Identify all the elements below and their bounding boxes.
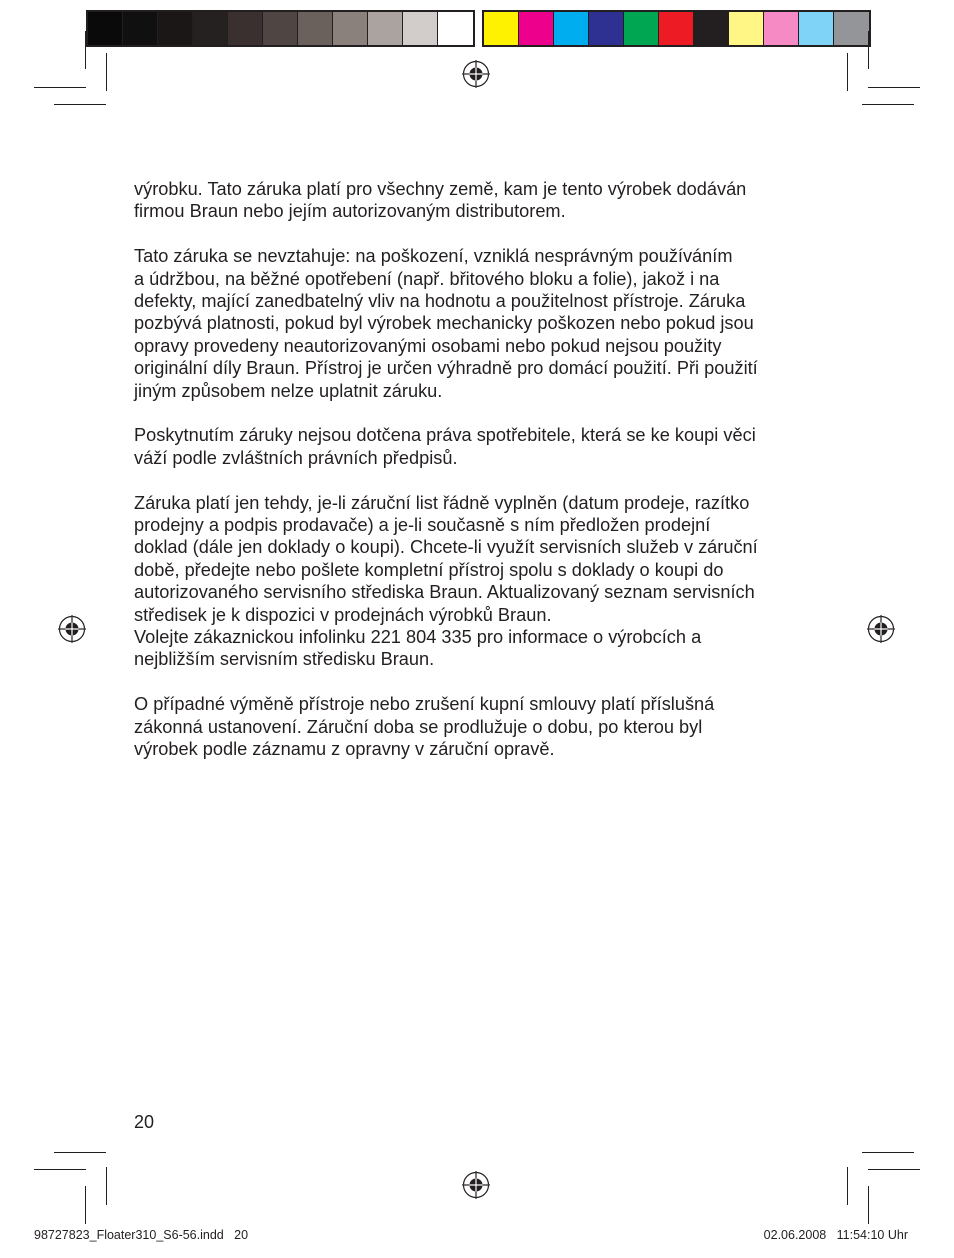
color-swatch [403, 12, 438, 45]
color-swatch [158, 12, 193, 45]
color-swatch [519, 12, 554, 45]
text-line: výrobku. Tato záruka platí pro všechny země, kam je tento výrobek dodáván [134, 179, 747, 199]
registration-crosshair-icon [461, 1170, 491, 1200]
text-line: defekty, mající zanedbatelný vliv na hodnotu a použitelnost přístroje. Záruka [134, 291, 746, 312]
crop-mark-top-left-v [85, 31, 86, 69]
text-line: Poskytnutím záruky nejsou dotčena práva spotřebitele, která se ke koupi věci [134, 425, 756, 446]
crop-mark-top-right-h [868, 87, 920, 88]
crop-mark-bottom-right-v [847, 1167, 848, 1205]
paragraph-replacement [134, 693, 834, 760]
text-line: prodejny a podpis prodavače) a je-li současně s ním předložen prodejní [134, 515, 711, 536]
registration-crosshair-icon [866, 614, 896, 644]
print-slug-filename: 98727823_Floater310_S6-56.indd 20 [34, 1228, 249, 1242]
crop-mark-bottom-left-v [106, 1167, 107, 1205]
crop-mark-top-left-h [34, 87, 86, 88]
crop-mark-bottom-left-v2 [85, 1186, 86, 1224]
text-line: originální díly Braun. Přístroj je určen výhradně pro domácí použití. Při použití [134, 358, 758, 379]
color-swatch [659, 12, 694, 45]
text-line: opravy provedeny neautorizovanými osobami nebo pokud nejsou použity [134, 335, 722, 356]
text-line: autorizovaného servisního střediska Braun. Aktualizovaný seznam servisních [134, 582, 755, 603]
crop-mark-top-left-v2 [106, 53, 107, 91]
color-swatch [729, 12, 764, 45]
grayscale-color-bar [86, 10, 475, 47]
crop-mark-bottom-left-h [54, 1152, 106, 1153]
paragraph-warranty-scope [134, 178, 834, 223]
color-swatch [88, 12, 123, 45]
color-swatch [123, 12, 158, 45]
color-swatch [589, 12, 624, 45]
color-swatch [764, 12, 799, 45]
crop-mark-top-right-v2 [847, 53, 848, 91]
color-swatch [333, 12, 368, 45]
paragraph-warranty-validity [134, 492, 834, 671]
paragraph-warranty-exclusions [134, 245, 834, 402]
page-number: 20 [134, 1112, 155, 1132]
text-line: O případné výměně přístroje nebo zrušení kupní smlouvy platí příslušná [134, 694, 715, 715]
color-swatch [263, 12, 298, 45]
text-line: pozbývá platnosti, pokud byl výrobek mechanicky poškozen nebo pokud jsou [134, 313, 754, 334]
text-line: Záruka platí jen tehdy, je-li záruční list řádně vyplněn (datum prodeje, razítko [134, 492, 750, 513]
text-line: váží podle zvláštních právních předpisů. [134, 447, 458, 468]
paragraph-consumer-rights [134, 424, 834, 469]
color-swatch [368, 12, 403, 45]
text-line: zákonná ustanovení. Záruční doba se prodlužuje o dobu, po kterou byl [134, 716, 703, 737]
text-line: Tato záruka se nevztahuje: na poškození, vzniklá nesprávným používáním [134, 246, 733, 267]
color-swatch [484, 12, 519, 45]
color-swatch [228, 12, 263, 45]
text-line: době, předejte nebo pošlete kompletní přístroj spolu s doklady o koupi do [134, 559, 724, 580]
process-color-bar [482, 10, 871, 47]
color-swatch [624, 12, 659, 45]
text-line: Volejte zákaznickou infolinku 221 804 335 pro informace o výrobcích a [134, 627, 702, 648]
registration-crosshair-icon [461, 59, 491, 89]
document-body [134, 178, 834, 783]
text-line: jiným způsobem nelze uplatnit záruku. [134, 380, 443, 401]
text-line: a údržbou, na běžné opotřebení (např. břitového bloku a folie), jakož i na [134, 268, 720, 289]
color-swatch [193, 12, 228, 45]
text-line: výrobek podle záznamu z opravny v záruční opravě. [134, 739, 555, 760]
text-line: středisek je k dispozici v prodejnách výrobků Braun. [134, 604, 552, 625]
crop-mark-bottom-right-v2 [868, 1186, 869, 1224]
crop-mark-top-right-h2 [862, 104, 914, 105]
text-line: nejbližším servisním středisku Braun. [134, 649, 435, 670]
color-swatch [298, 12, 333, 45]
crop-mark-top-right-v [868, 31, 869, 69]
print-slug-timestamp: 02.06.2008 11:54:10 Uhr [763, 1228, 908, 1242]
color-swatch [438, 12, 473, 45]
color-swatch [694, 12, 729, 45]
crop-mark-bottom-right-h [862, 1152, 914, 1153]
registration-crosshair-icon [57, 614, 87, 644]
crop-mark-bottom-left-h2 [34, 1169, 86, 1170]
text-line: firmou Braun nebo jejím autorizovaným distributorem. [134, 201, 566, 222]
color-swatch [799, 12, 834, 45]
crop-mark-bottom-right-h2 [868, 1169, 920, 1170]
crop-mark-top-left-h2 [54, 104, 106, 105]
color-swatch [834, 12, 869, 45]
text-line: doklad (dále jen doklady o koupi). Chcete-li využít servisních služeb v záruční [134, 537, 758, 558]
color-swatch [554, 12, 589, 45]
